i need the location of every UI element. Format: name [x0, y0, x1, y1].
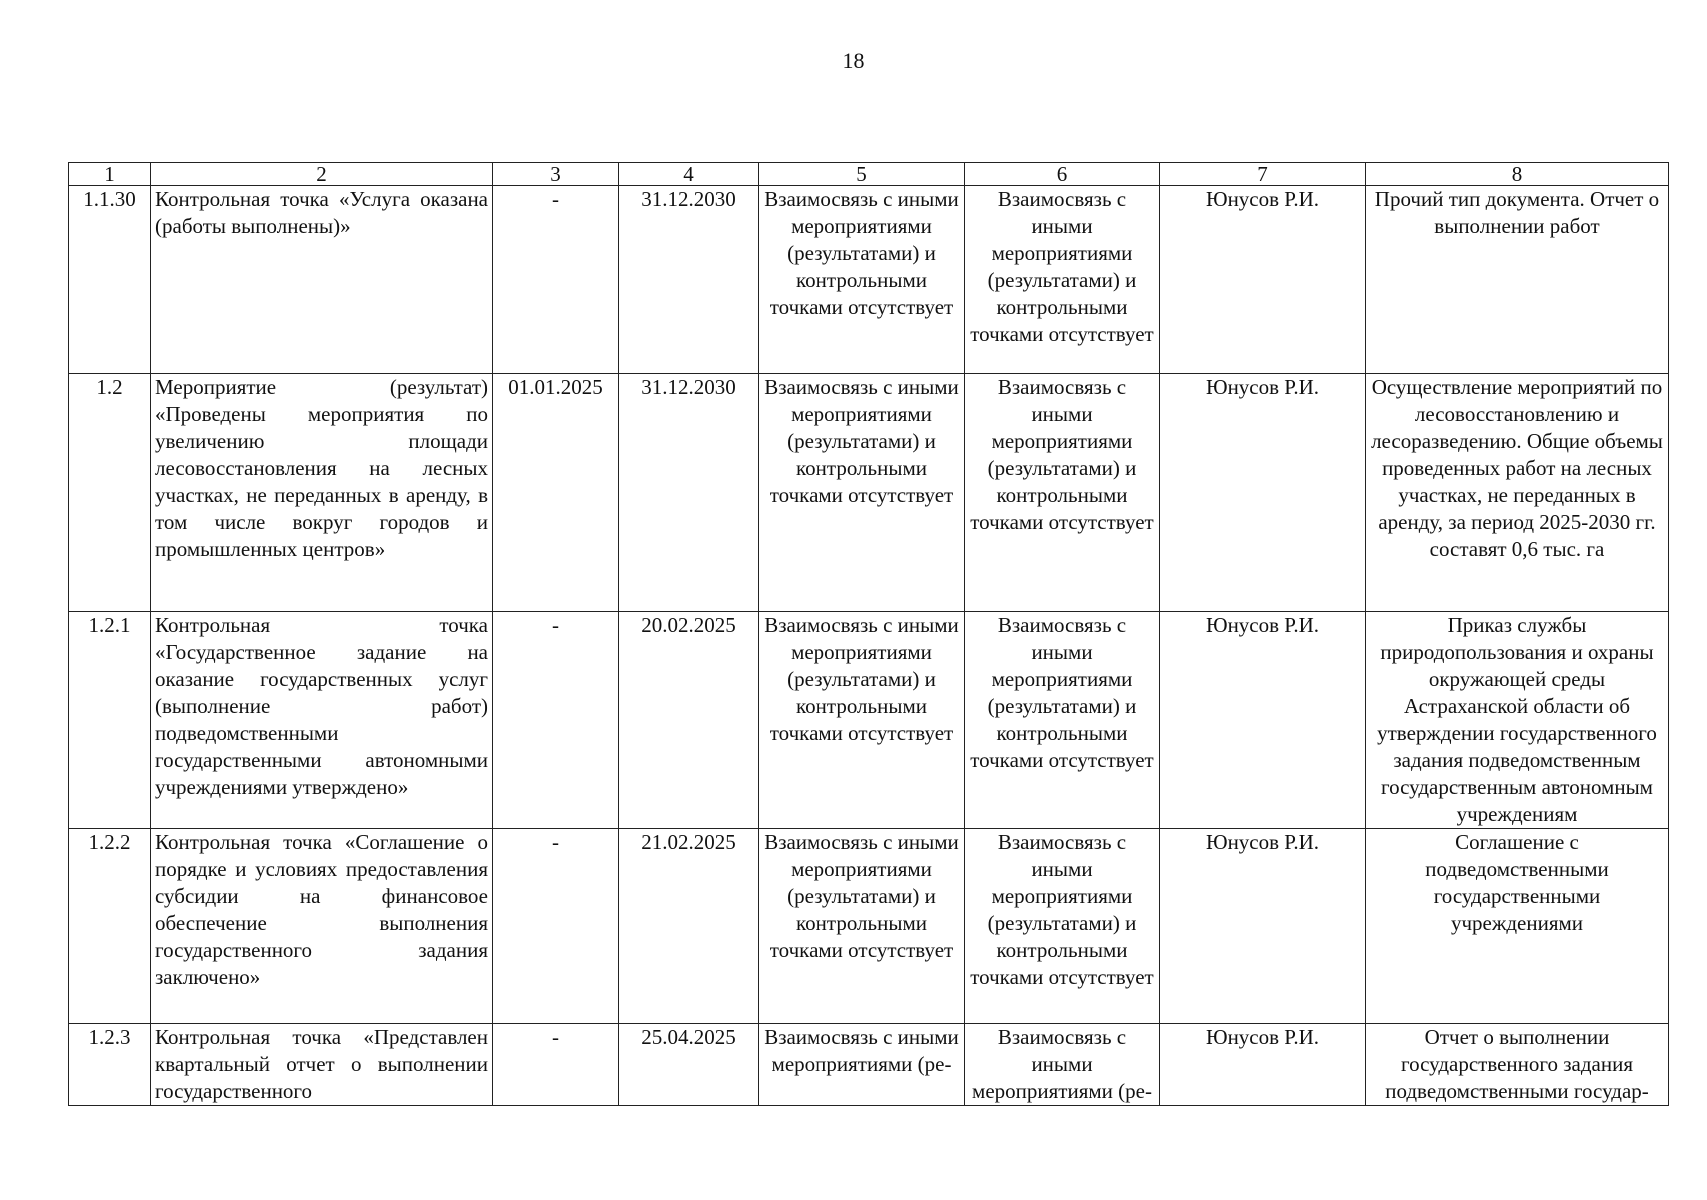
column-number: 8 [1366, 163, 1669, 186]
predecessor-link: Взаимосвязь с иными мероприятиями (результатами) и контрольными точками отсутствует [759, 612, 965, 829]
responsible-person: Юнусов Р.И. [1160, 374, 1366, 612]
column-number-row [69, 163, 1669, 186]
successor-link: Взаимосвязь с иными мероприятиями (ре- [965, 1024, 1160, 1106]
end-date: 31.12.2030 [619, 186, 759, 374]
plan-table [68, 162, 1669, 1106]
table-row [69, 1024, 1669, 1106]
row-number: 1.1.30 [69, 186, 151, 374]
row-name: Контрольная точка «Услуга оказана (работы выполнены)» [151, 186, 493, 374]
column-number: 2 [151, 163, 493, 186]
table-row [69, 829, 1669, 1024]
predecessor-link: Взаимосвязь с иными мероприятиями (результатами) и контрольными точками отсутствует [759, 186, 965, 374]
confirming-document: Приказ службы природопользования и охраны окружающей среды Астраханской области об утверждении государственного задания подведомственным государственным автономным учреждениям [1366, 612, 1669, 829]
end-date: 25.04.2025 [619, 1024, 759, 1106]
row-name: Контрольная точка «Государственное задание на оказание государственных услуг (выполнение работ) подведомственными государственными автономными учреждениями утверждено» [151, 612, 493, 829]
row-number: 1.2.1 [69, 612, 151, 829]
confirming-document: Соглашение с подведомственными государственными учреждениями [1366, 829, 1669, 1024]
row-name: Контрольная точка «Представлен квартальный отчет о выполнении государственного [151, 1024, 493, 1106]
table-row [69, 186, 1669, 374]
predecessor-link: Взаимосвязь с иными мероприятиями (результатами) и контрольными точками отсутствует [759, 374, 965, 612]
start-date: 01.01.2025 [493, 374, 619, 612]
end-date: 20.02.2025 [619, 612, 759, 829]
responsible-person: Юнусов Р.И. [1160, 186, 1366, 374]
successor-link: Взаимосвязь с иными мероприятиями (результатами) и контрольными точками отсутствует [965, 186, 1160, 374]
row-name: Мероприятие (результат) «Проведены мероприятия по увеличению площади лесовосстановления на лесных участках, не переданных в аренду, в том числе вокруг городов и промышленных центров» [151, 374, 493, 612]
responsible-person: Юнусов Р.И. [1160, 829, 1366, 1024]
confirming-document: Прочий тип документа. Отчет о выполнении работ [1366, 186, 1669, 374]
page-number: 18 [842, 48, 865, 73]
start-date: - [493, 829, 619, 1024]
table-row [69, 612, 1669, 829]
successor-link: Взаимосвязь с иными мероприятиями (результатами) и контрольными точками отсутствует [965, 829, 1160, 1024]
confirming-document: Отчет о выполнении государственного задания подведомственными государ- [1366, 1024, 1669, 1106]
table-row [69, 374, 1669, 612]
column-number: 4 [619, 163, 759, 186]
predecessor-link: Взаимосвязь с иными мероприятиями (результатами) и контрольными точками отсутствует [759, 829, 965, 1024]
end-date: 21.02.2025 [619, 829, 759, 1024]
end-date: 31.12.2030 [619, 374, 759, 612]
start-date: - [493, 612, 619, 829]
predecessor-link: Взаимосвязь с иными мероприятиями (ре- [759, 1024, 965, 1106]
row-number: 1.2.2 [69, 829, 151, 1024]
column-number: 6 [965, 163, 1160, 186]
responsible-person: Юнусов Р.И. [1160, 612, 1366, 829]
successor-link: Взаимосвязь с иными мероприятиями (результатами) и контрольными точками отсутствует [965, 374, 1160, 612]
column-number: 7 [1160, 163, 1366, 186]
confirming-document: Осуществление мероприятий по лесовосстановлению и лесоразведению. Общие объемы проведенных работ на лесных участках, не переданных в аренду, за период 2025-2030 гг. составят 0,6 тыс. га [1366, 374, 1669, 612]
column-number: 1 [69, 163, 151, 186]
row-name: Контрольная точка «Соглашение о порядке и условиях предоставления субсидии на финансовое обеспечение выполнения государственного задания заключено» [151, 829, 493, 1024]
start-date: - [493, 186, 619, 374]
successor-link: Взаимосвязь с иными мероприятиями (результатами) и контрольными точками отсутствует [965, 612, 1160, 829]
column-number: 3 [493, 163, 619, 186]
responsible-person: Юнусов Р.И. [1160, 1024, 1366, 1106]
column-number: 5 [759, 163, 965, 186]
start-date: - [493, 1024, 619, 1106]
row-number: 1.2 [69, 374, 151, 612]
row-number: 1.2.3 [69, 1024, 151, 1106]
